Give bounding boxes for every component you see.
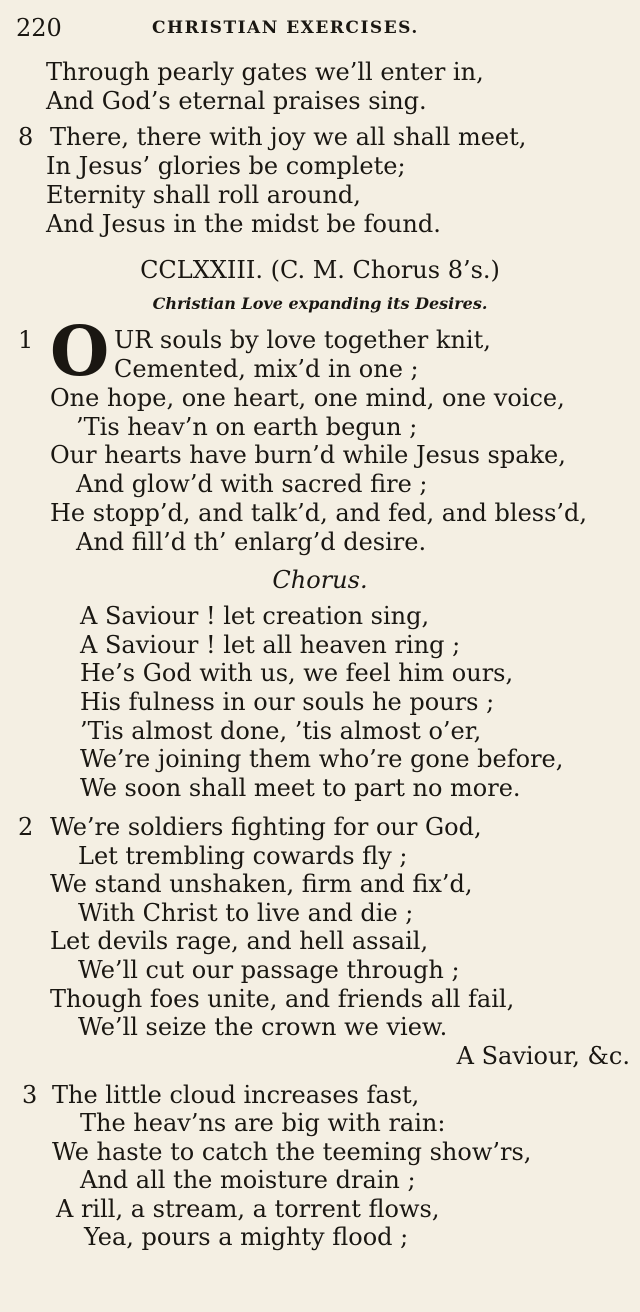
verse-line: A rill, a stream, a torrent flows, <box>56 1195 440 1223</box>
verse-line: One hope, one heart, one mind, one voice, <box>50 384 565 412</box>
verse-line: We haste to catch the teeming show’rs, <box>52 1138 532 1166</box>
verse-line: And God’s eternal praises sing. <box>46 87 427 115</box>
verse-line: Our hearts have burn’d while Jesus spake, <box>50 441 566 469</box>
verse-line: Yea, pours a mighty flood ; <box>84 1223 409 1251</box>
running-title: CHRISTIAN EXERCISES. <box>152 18 419 38</box>
verse-line: We’ll seize the crown we view. <box>78 1013 448 1041</box>
chorus-heading: Chorus. <box>272 566 368 594</box>
verse-line: We soon shall meet to part no more. <box>80 774 521 802</box>
verse-line: UR souls by love together knit, <box>114 326 491 354</box>
verse-line: Eternity shall roll around, <box>46 181 361 209</box>
stanza-number: 1 <box>18 326 34 354</box>
verse-line: We’re soldiers fighting for our God, <box>50 813 482 841</box>
verse-line: Though foes unite, and friends all fail, <box>50 985 515 1013</box>
verse-line: With Christ to live and die ; <box>78 899 414 927</box>
verse-line: Cemented, mix’d in one ; <box>114 355 419 383</box>
verse-line: Let trembling cowards fly ; <box>78 842 408 870</box>
verse-line: ’Tis almost done, ’tis almost o’er, <box>80 717 482 745</box>
verse-line: He stopp’d, and talk’d, and fed, and bless’d, <box>50 499 588 527</box>
verse-line: In Jesus’ glories be complete; <box>46 152 406 180</box>
verse-line: And glow’d with sacred fire ; <box>76 470 428 498</box>
verse-line: And Jesus in the midst be found. <box>46 210 441 238</box>
verse-line: And fill’d th’ enlarg’d desire. <box>76 528 427 556</box>
verse-line: We’ll cut our passage through ; <box>78 956 460 984</box>
verse-line: Let devils rage, and hell assail, <box>50 927 429 955</box>
verse-line: We stand unshaken, firm and fix’d, <box>50 870 473 898</box>
page-number: 220 <box>16 14 62 42</box>
hymn-title: CCLXXIII. (C. M. Chorus 8’s.) <box>140 256 500 284</box>
verse-line: His fulness in our souls he pours ; <box>80 688 495 716</box>
verse-line: The heav’ns are big with rain: <box>80 1109 446 1137</box>
stanza-number: 2 <box>18 813 34 841</box>
verse-line: A Saviour ! let all heaven ring ; <box>80 631 461 659</box>
stanza-number: 3 <box>22 1081 38 1109</box>
hymn-subtitle: Christian Love expanding its Desires. <box>152 294 488 313</box>
stanza-number: 8 <box>18 123 34 151</box>
refrain-cue: A Saviour, &c. <box>456 1042 630 1070</box>
verse-line: Through pearly gates we’ll enter in, <box>46 58 484 86</box>
verse-line: And all the moisture drain ; <box>80 1166 416 1194</box>
verse-line: The little cloud increases fast, <box>52 1081 420 1109</box>
verse-line: We’re joining them who’re gone before, <box>80 745 564 773</box>
verse-line: There, there with joy we all shall meet, <box>50 123 527 151</box>
verse-line: A Saviour ! let creation sing, <box>80 602 430 630</box>
drop-cap: O <box>50 312 110 392</box>
verse-line: ’Tis heav’n on earth begun ; <box>76 413 418 441</box>
page-header <box>16 14 628 46</box>
verse-line: He’s God with us, we feel him ours, <box>80 659 514 687</box>
